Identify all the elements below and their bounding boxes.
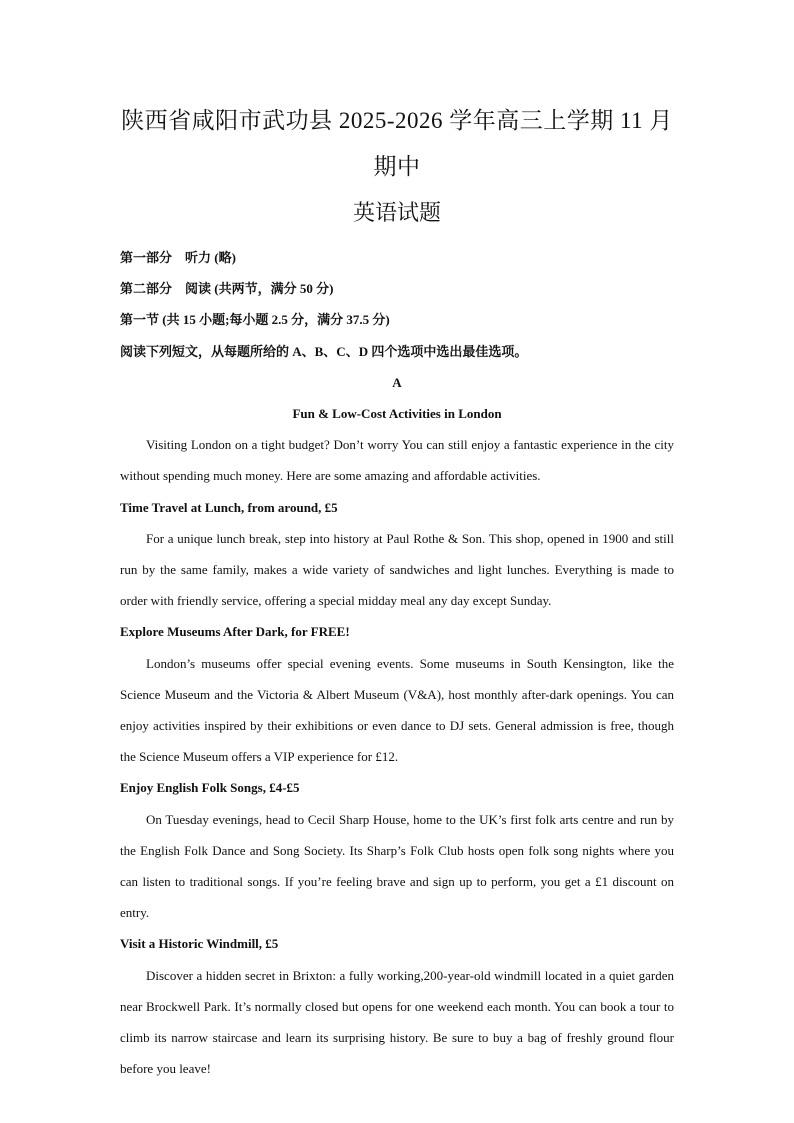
activity-heading: Enjoy English Folk Songs, £4-£5 bbox=[120, 780, 300, 796]
section1-label: 第一节 (共 15 小题;每小题 2.5 分，满分 37.5 分) bbox=[120, 312, 390, 328]
activity-body: For a unique lunch break, step into history at Paul Rothe & Son. This shop, opened in 1900 and still run by the same family, makes a wide variety of sandwiches and light lunches. Everything is made to order with friendly service, offering a special midday meal any day except Sunday. bbox=[120, 530, 674, 609]
exam-title: 陕西省咸阳市武功县 2025-2026 学年高三上学期 11 月期中 bbox=[121, 108, 673, 179]
passage-label: A bbox=[392, 374, 402, 390]
exam-page bbox=[120, 98, 674, 1084]
activity-heading: Time Travel at Lunch, from around, £5 bbox=[120, 499, 338, 515]
exam-subject: 英语试题 bbox=[352, 200, 441, 225]
activity-body: On Tuesday evenings, head to Cecil Sharp House, home to the UK’s first folk arts centre and run by the English Folk Dance and Song Society. Its Sharp’s Folk Club hosts open folk song nights where you can listen to traditional songs. If you’re feeling brave and sign up to perform, you get a £1 discount on entry. bbox=[120, 811, 674, 921]
instruction-text: 阅读下列短文，从每题所给的 A、B、C、D 四个选项中选出最佳选项。 bbox=[120, 343, 528, 359]
activity-body: London’s museums offer special evening events. Some museums in South Kensington, like the Science Museum and the Victoria & Albert Museum (V&A), host monthly after-dark openings. You can enjoy activities inspired by their exhibitions or even dance to DJ sets. General admission is free, though the Science Museum offers a VIP experience for £12. bbox=[120, 655, 674, 765]
activity-heading: Explore Museums After Dark, for FREE! bbox=[120, 624, 350, 640]
activity-heading: Visit a Historic Windmill, £5 bbox=[120, 936, 279, 952]
passage-title: Fun & Low-Cost Activities in London bbox=[292, 406, 502, 422]
activity-body: Discover a hidden secret in Brixton: a fully working,200-year-old windmill located in a quiet garden near Brockwell Park. It’s normally closed but opens for one weekend each month. You can book a tour to climb its narrow staircase and learn its surprising history. Be sure to buy a bag of freshly ground flour before you leave! bbox=[120, 967, 674, 1077]
passage-intro: Visiting London on a tight budget? Don’t worry You can still enjoy a fantastic experience in the city without spending much money. Here are some amazing and affordable activities. bbox=[120, 437, 674, 484]
part1-label: 第一部分 听力 (略) bbox=[120, 250, 236, 265]
part2-label: 第二部分 阅读 (共两节，满分 50 分) bbox=[120, 281, 334, 297]
